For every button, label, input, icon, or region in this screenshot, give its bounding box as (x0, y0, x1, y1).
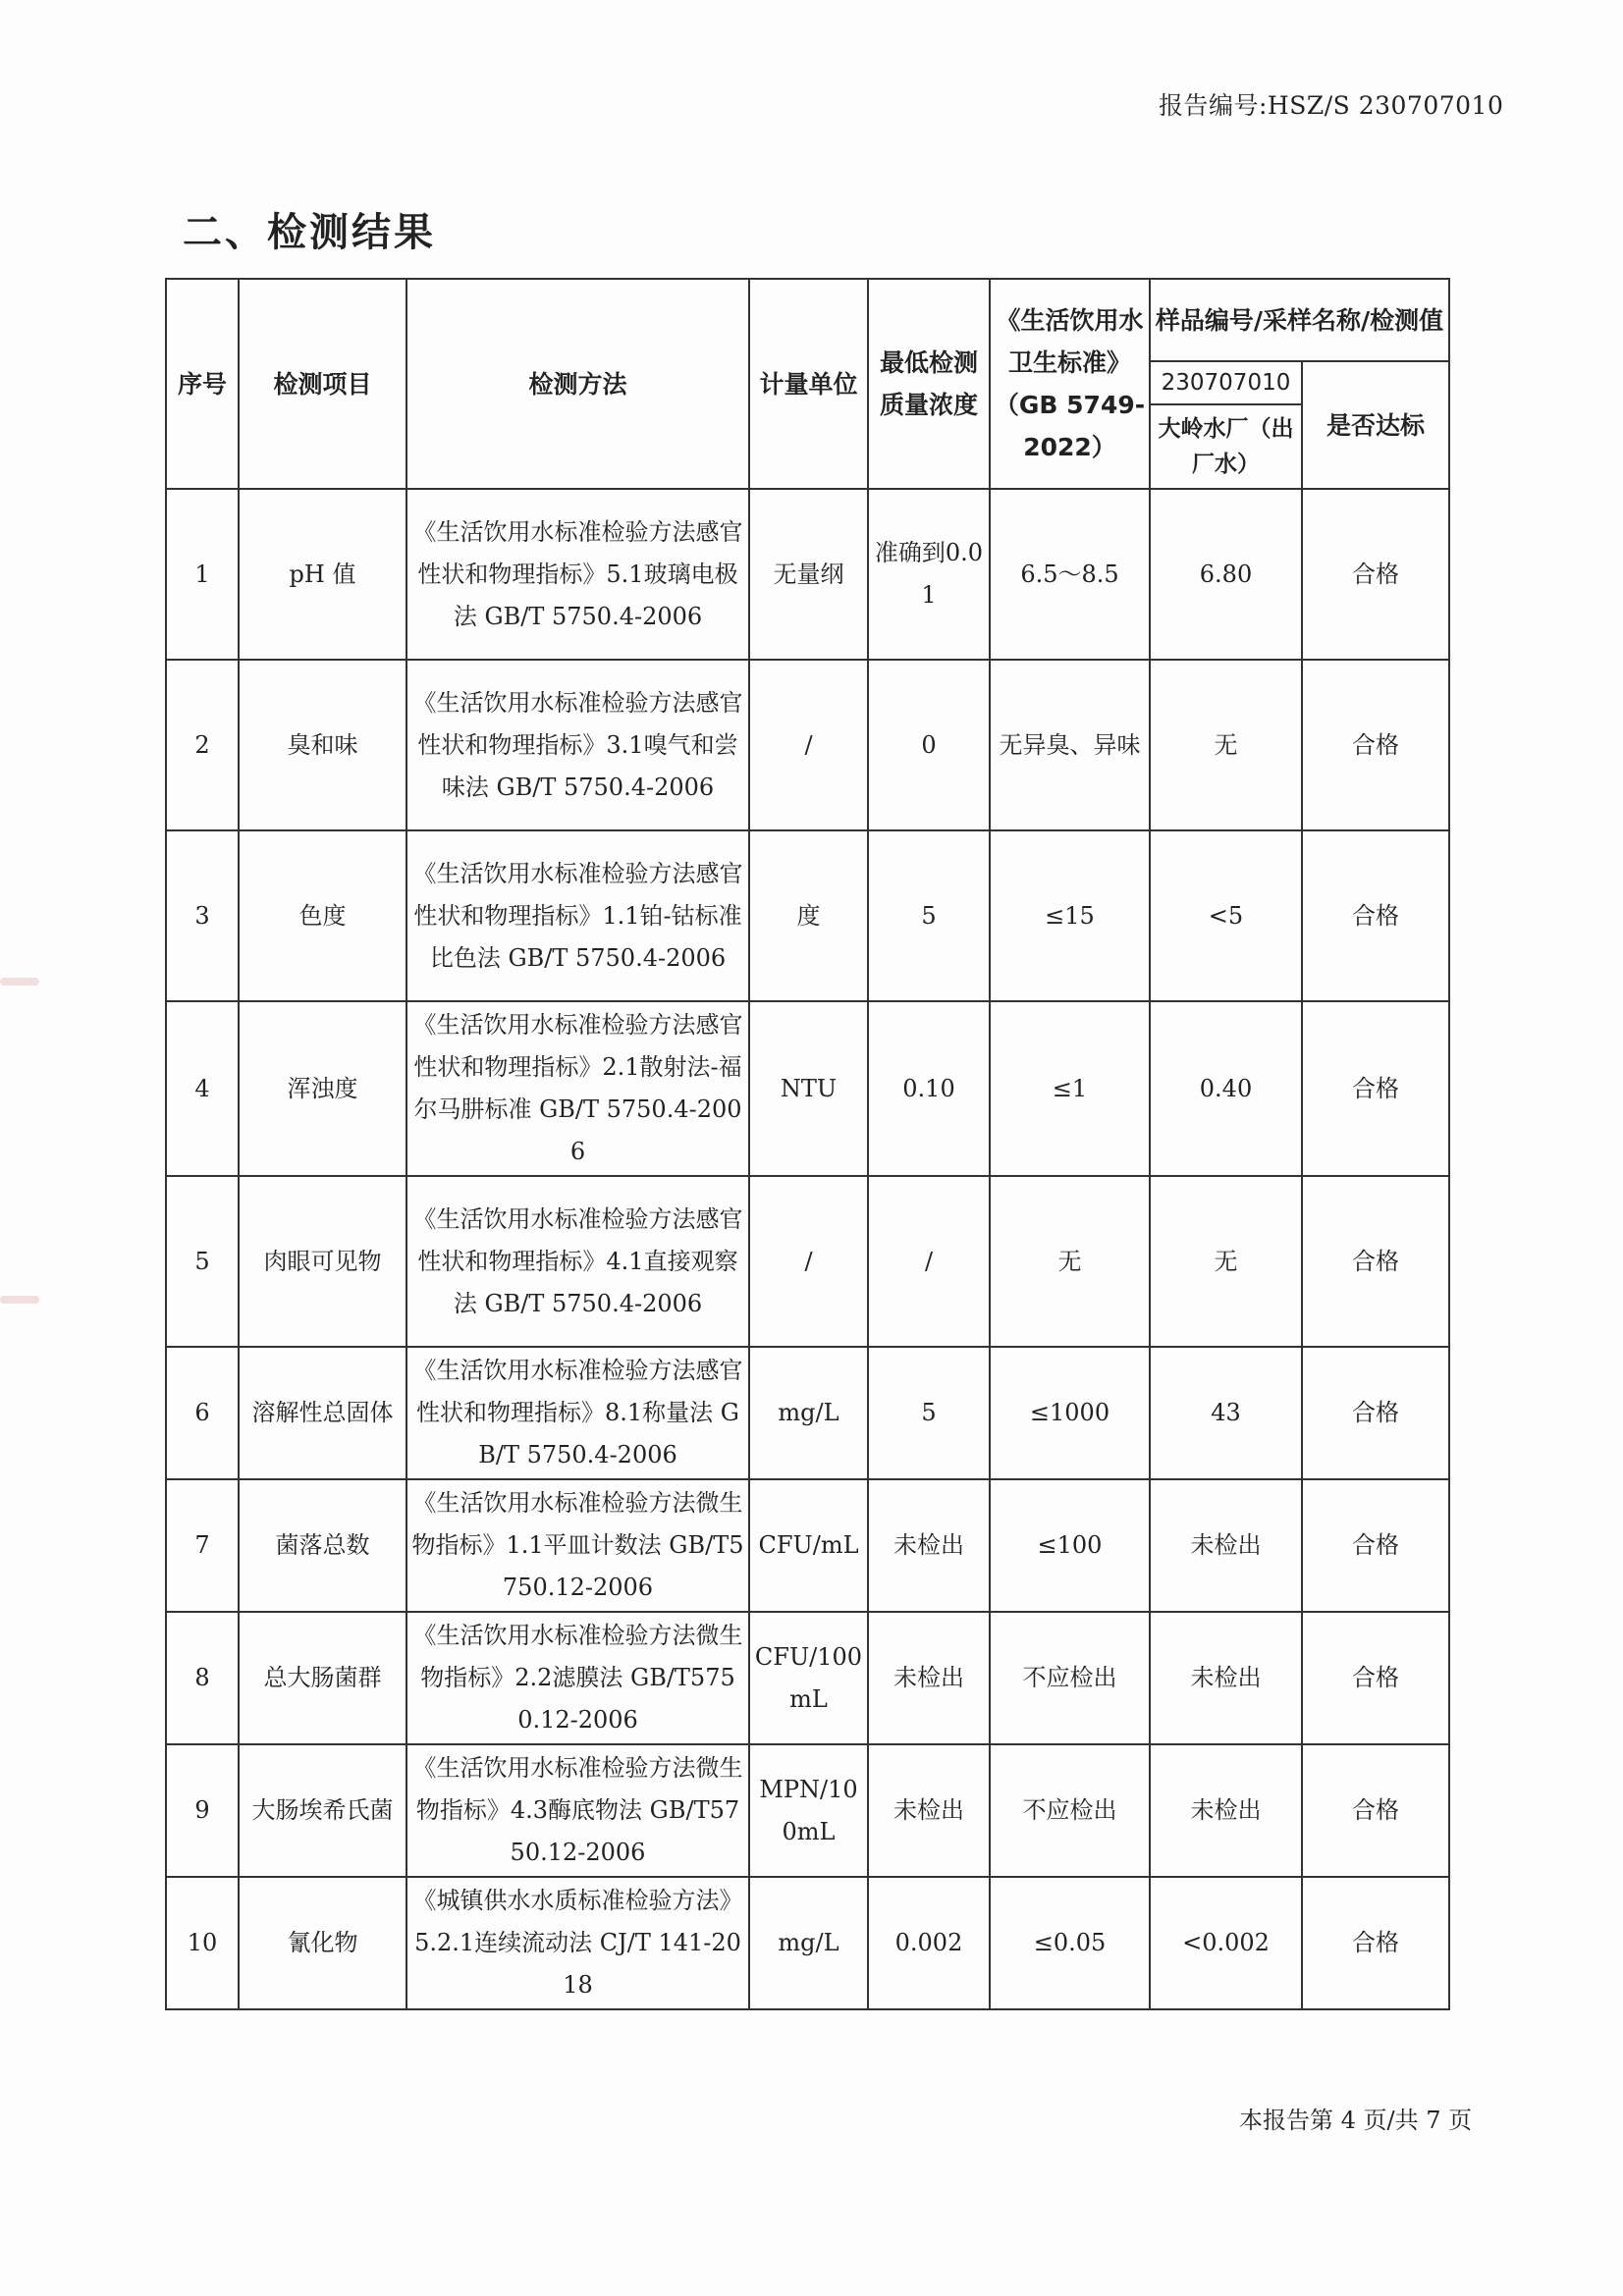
cell-value: 0.40 (1150, 1001, 1302, 1176)
cell-seq: 7 (166, 1479, 239, 1612)
cell-unit: CFU/100mL (749, 1612, 868, 1744)
cell-seq: 10 (166, 1877, 239, 2009)
cell-result: 合格 (1302, 830, 1449, 1001)
table-row (166, 1877, 1449, 2009)
cell-value: <5 (1150, 830, 1302, 1001)
cell-method: 《生活饮用水标准检验方法微生物指标》1.1平皿计数法 GB/T5750.12-2006 (406, 1479, 749, 1612)
cell-item: 菌落总数 (239, 1479, 406, 1612)
cell-item: pH 值 (239, 489, 406, 660)
cell-value: 6.80 (1150, 489, 1302, 660)
cell-item: 肉眼可见物 (239, 1176, 406, 1347)
cell-value: 未检出 (1150, 1479, 1302, 1612)
section-title: 二、检测结果 (183, 210, 436, 255)
cell-limit: 不应检出 (990, 1612, 1150, 1744)
cell-result: 合格 (1302, 1877, 1449, 2009)
cell-seq: 1 (166, 489, 239, 660)
cell-seq: 9 (166, 1744, 239, 1877)
cell-item: 总大肠菌群 (239, 1612, 406, 1744)
cell-result: 合格 (1302, 660, 1449, 830)
cell-unit: 无量纲 (749, 489, 868, 660)
cell-min-concentration: 0 (868, 660, 990, 830)
header-standard: 《生活饮用水卫生标准》（GB 5749-2022） (990, 279, 1150, 489)
cell-unit: 度 (749, 830, 868, 1001)
cell-item: 臭和味 (239, 660, 406, 830)
cell-method: 《生活饮用水标准检验方法感官性状和物理指标》1.1铂-钴标准比色法 GB/T 5750.4-2006 (406, 830, 749, 1001)
cell-result: 合格 (1302, 1744, 1449, 1877)
cell-method: 《生活饮用水标准检验方法感官性状和物理指标》2.1散射法-福尔马肼标准 GB/T 5750.4-2006 (406, 1001, 749, 1176)
results-table (165, 278, 1450, 2010)
cell-item: 溶解性总固体 (239, 1347, 406, 1479)
cell-method: 《生活饮用水标准检验方法感官性状和物理指标》4.1直接观察法 GB/T 5750.4-2006 (406, 1176, 749, 1347)
cell-min-concentration: 未检出 (868, 1744, 990, 1877)
cell-unit: / (749, 1176, 868, 1347)
cell-min-concentration: 未检出 (868, 1612, 990, 1744)
cell-result: 合格 (1302, 1001, 1449, 1176)
cell-min-concentration: 5 (868, 830, 990, 1001)
header-min-concentration: 最低检测质量浓度 (868, 279, 990, 489)
table-row (166, 830, 1449, 1001)
cell-method: 《生活饮用水标准检验方法感官性状和物理指标》3.1嗅气和尝味法 GB/T 5750.4-2006 (406, 660, 749, 830)
table-row (166, 1479, 1449, 1612)
cell-min-concentration: 0.10 (868, 1001, 990, 1176)
cell-method: 《城镇供水水质标准检验方法》5.2.1连续流动法 CJ/T 141-2018 (406, 1877, 749, 2009)
cell-unit: / (749, 660, 868, 830)
cell-seq: 3 (166, 830, 239, 1001)
table-row (166, 1176, 1449, 1347)
cell-method: 《生活饮用水标准检验方法微生物指标》4.3酶底物法 GB/T5750.12-2006 (406, 1744, 749, 1877)
cell-result: 合格 (1302, 1612, 1449, 1744)
header-sample-name: 大岭水厂（出厂水） (1150, 404, 1302, 489)
cell-result: 合格 (1302, 1176, 1449, 1347)
cell-method: 《生活饮用水标准检验方法感官性状和物理指标》5.1玻璃电极法 GB/T 5750.4-2006 (406, 489, 749, 660)
cell-limit: ≤15 (990, 830, 1150, 1001)
cell-seq: 6 (166, 1347, 239, 1479)
cell-min-concentration: 准确到0.01 (868, 489, 990, 660)
cell-min-concentration: 0.002 (868, 1877, 990, 2009)
cell-value: <0.002 (1150, 1877, 1302, 2009)
cell-value: 43 (1150, 1347, 1302, 1479)
header-method: 检测方法 (406, 279, 749, 489)
table-row (166, 1612, 1449, 1744)
cell-unit: mg/L (749, 1877, 868, 2009)
table-row (166, 1347, 1449, 1479)
cell-value: 无 (1150, 660, 1302, 830)
cell-item: 大肠埃希氏菌 (239, 1744, 406, 1877)
cell-unit: MPN/100mL (749, 1744, 868, 1877)
cell-value: 未检出 (1150, 1744, 1302, 1877)
cell-result: 合格 (1302, 1479, 1449, 1612)
cell-min-concentration: 未检出 (868, 1479, 990, 1612)
cell-unit: NTU (749, 1001, 868, 1176)
cell-limit: ≤0.05 (990, 1877, 1150, 2009)
cell-limit: ≤1000 (990, 1347, 1150, 1479)
report-number: 报告编号:HSZ/S 230707010 (1159, 91, 1504, 120)
cell-unit: mg/L (749, 1347, 868, 1479)
table-row (166, 1744, 1449, 1877)
cell-limit: 无异臭、异味 (990, 660, 1150, 830)
cell-value: 无 (1150, 1176, 1302, 1347)
cell-seq: 8 (166, 1612, 239, 1744)
cell-method: 《生活饮用水标准检验方法感官性状和物理指标》8.1称量法 GB/T 5750.4-2006 (406, 1347, 749, 1479)
cell-result: 合格 (1302, 1347, 1449, 1479)
cell-limit: 6.5～8.5 (990, 489, 1150, 660)
cell-item: 色度 (239, 830, 406, 1001)
cell-method: 《生活饮用水标准检验方法微生物指标》2.2滤膜法 GB/T5750.12-2006 (406, 1612, 749, 1744)
cell-min-concentration: / (868, 1176, 990, 1347)
cell-limit: 无 (990, 1176, 1150, 1347)
cell-seq: 4 (166, 1001, 239, 1176)
table-row (166, 1001, 1449, 1176)
cell-item: 氰化物 (239, 1877, 406, 2009)
cell-seq: 5 (166, 1176, 239, 1347)
header-compliance: 是否达标 (1302, 361, 1449, 489)
cell-unit: CFU/mL (749, 1479, 868, 1612)
cell-limit: ≤1 (990, 1001, 1150, 1176)
cell-limit: ≤100 (990, 1479, 1150, 1612)
header-seq: 序号 (166, 279, 239, 489)
table-row (166, 489, 1449, 660)
cell-result: 合格 (1302, 489, 1449, 660)
table-row (166, 660, 1449, 830)
header-sample-group: 样品编号/采样名称/检测值 (1150, 279, 1449, 361)
edge-stain-mark (0, 978, 39, 986)
cell-seq: 2 (166, 660, 239, 830)
cell-value: 未检出 (1150, 1612, 1302, 1744)
header-unit: 计量单位 (749, 279, 868, 489)
header-item: 检测项目 (239, 279, 406, 489)
page-number: 本报告第 4 页/共 7 页 (1239, 2107, 1473, 2134)
cell-item: 浑浊度 (239, 1001, 406, 1176)
cell-min-concentration: 5 (868, 1347, 990, 1479)
edge-stain-mark (0, 1296, 39, 1304)
header-sample-code: 230707010 (1150, 361, 1302, 404)
cell-limit: 不应检出 (990, 1744, 1150, 1877)
